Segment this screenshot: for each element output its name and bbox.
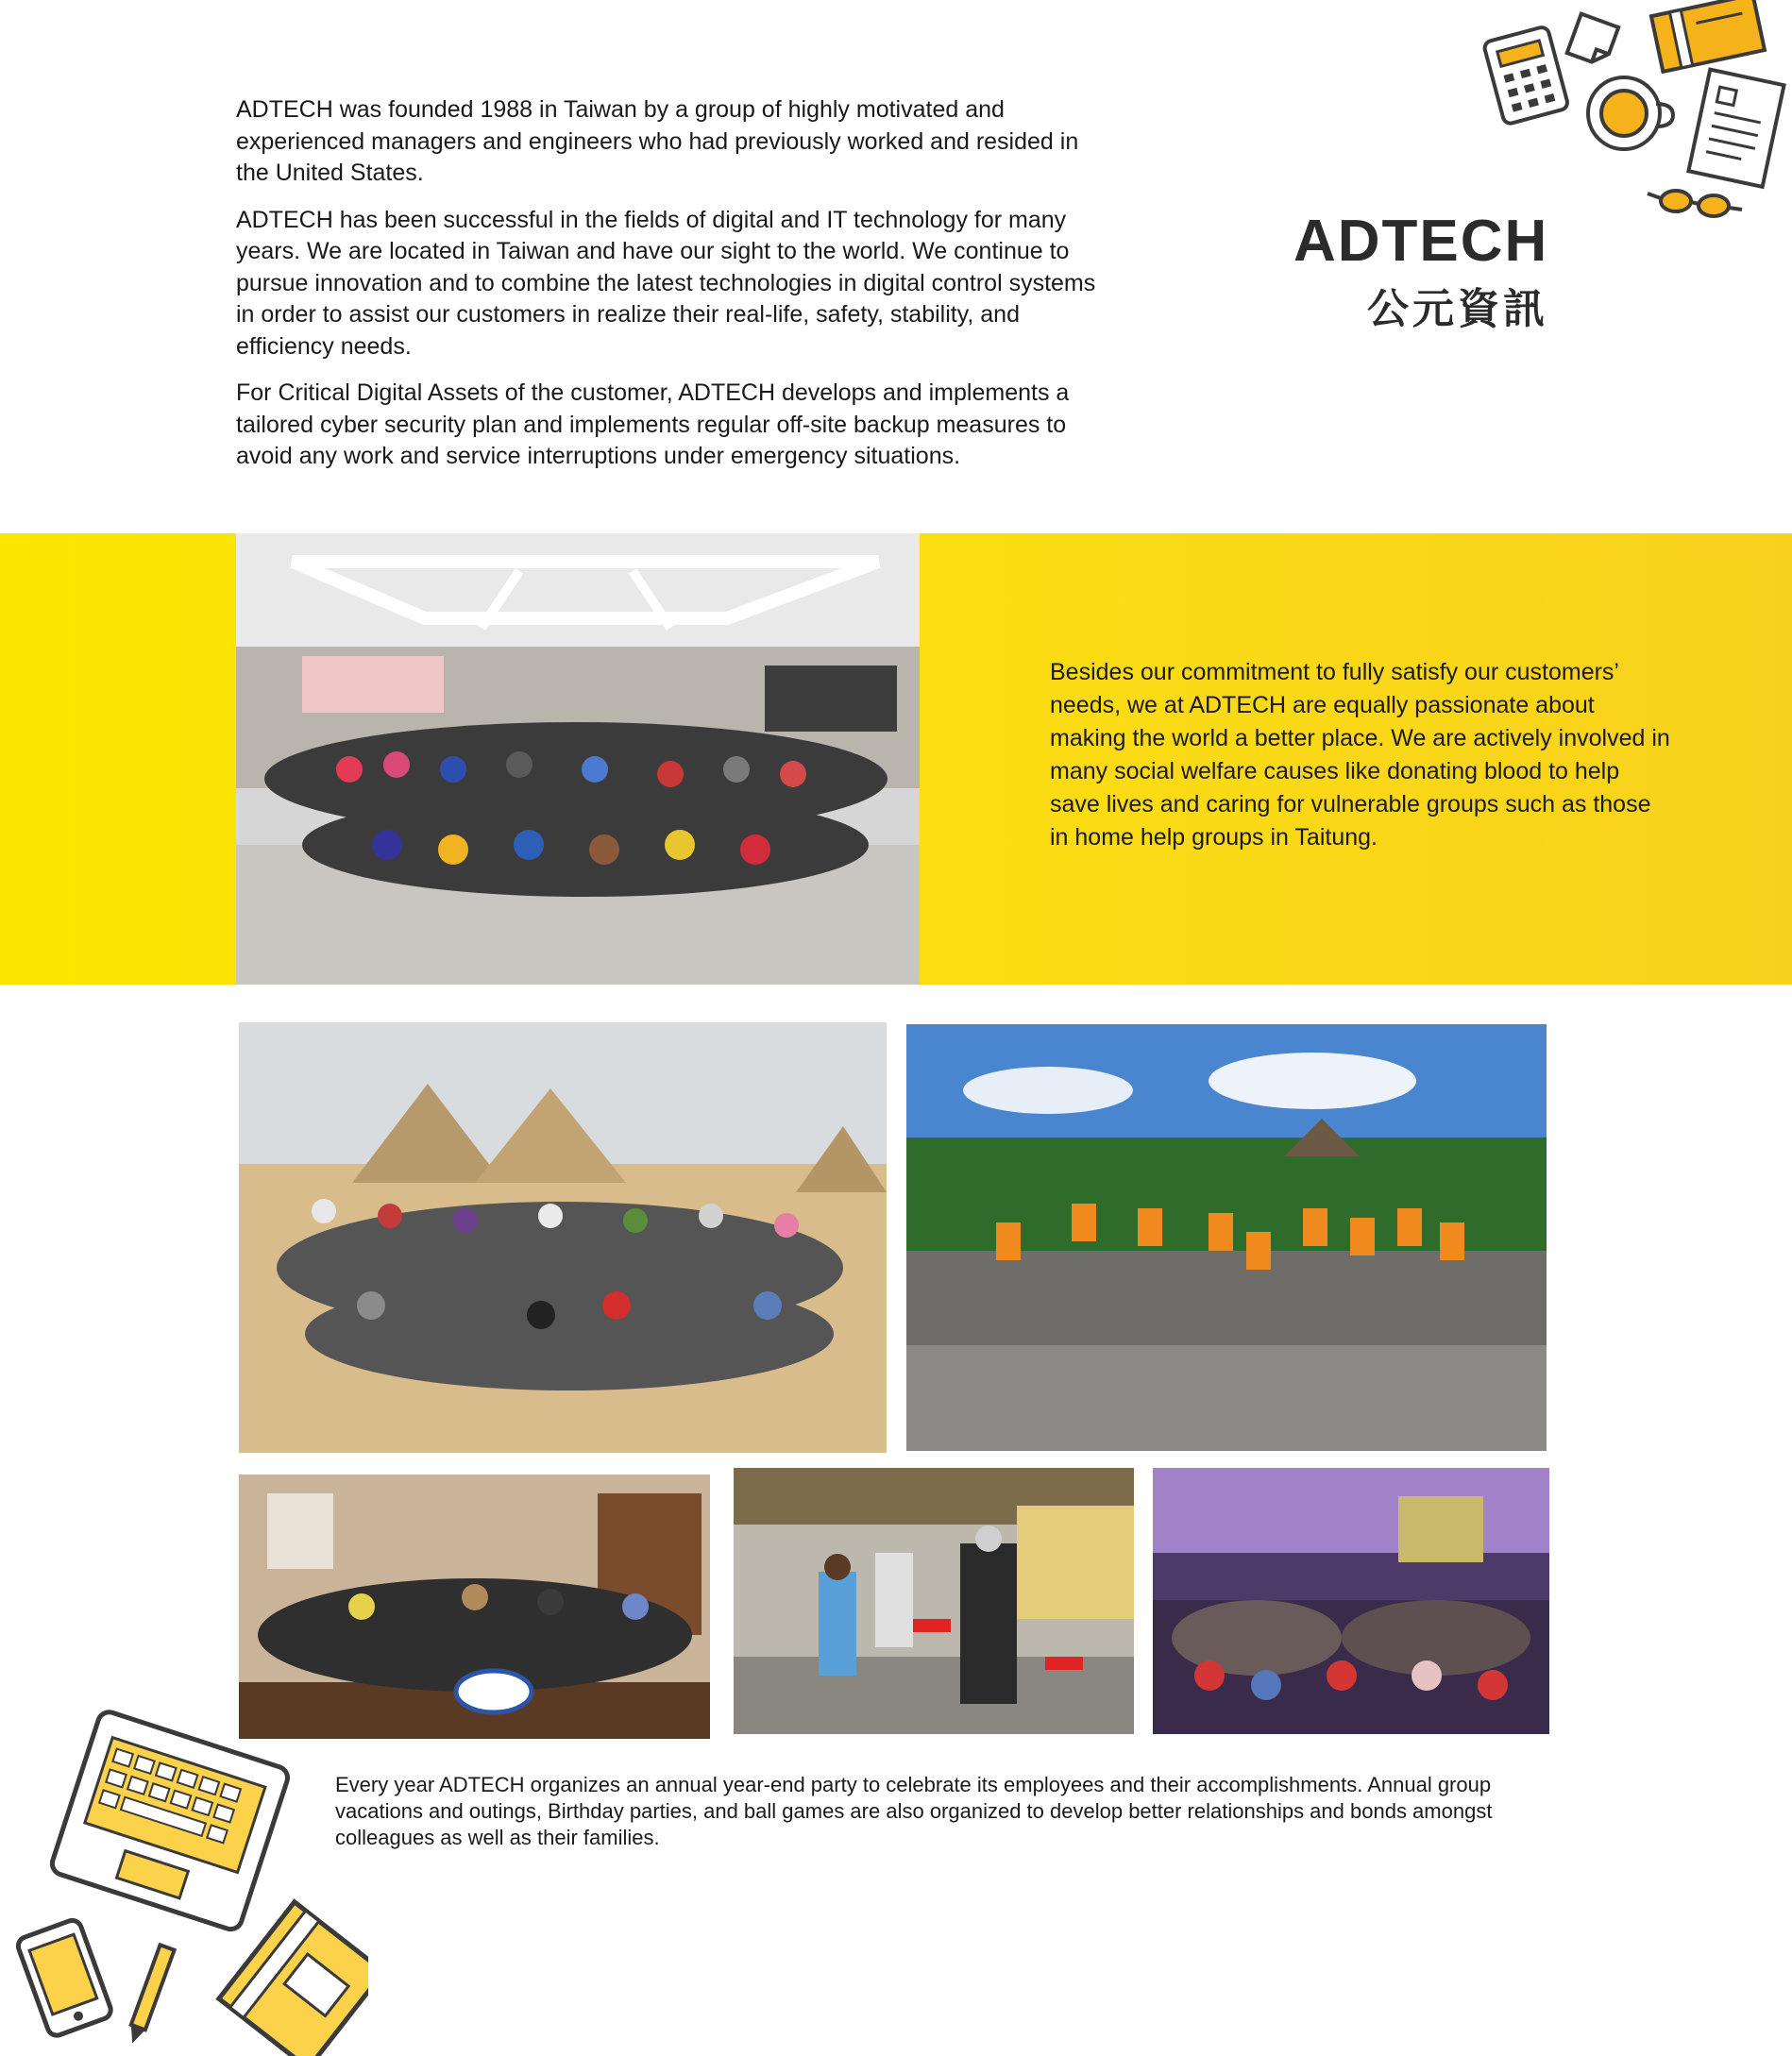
intro-paragraph-2: ADTECH has been successful in the fields of digital and IT technology for many years. We are located in Taiwan and have our sight to the world. We continue to pursue innovation and to combine the latest technologies in digital control systems in order to assist our customers in realize their real-life, safety, stability, and efficiency needs. — [236, 206, 1096, 360]
intro-paragraph-1: ADTECH was founded 1988 in Taiwan by a group of highly motivated and experienced managers and engineers who had previously worked and resided in the United States. — [236, 96, 1079, 186]
office-icons-bottom — [0, 1709, 368, 2056]
welfare-group-photo — [236, 533, 920, 985]
document-icon — [1688, 70, 1784, 187]
pen-icon — [126, 1945, 175, 2046]
activities-text: Every year ADTECH organizes an annual year-end party to celebrate its employees and their accomplishments. Annual group vacations and outings, Birthday parties, and ball games are also organized to develop better relationships and bonds amongst colleagues as well as their families. — [335, 1773, 1493, 1849]
intro-text — [236, 94, 1114, 488]
adtech-logo — [1293, 209, 1558, 335]
banquet-photo — [1153, 1468, 1549, 1734]
gift-giving-photo — [734, 1468, 1134, 1734]
logo-wordmark: ADTECH — [1293, 209, 1549, 274]
pyramids-group-photo — [239, 1022, 887, 1453]
welfare-text: Besides our commitment to fully satisfy our customers’ needs, we at ADTECH are equally passionate about making the world a better place. We are actively involved in many social welfare causes like donating blood to help save lives and caring for vulnerable groups such as those in home help groups in Taitung. — [1050, 659, 1670, 851]
sticky-note-icon — [1567, 14, 1619, 67]
office-icons-top — [1454, 0, 1792, 236]
calculator-icon — [1483, 25, 1569, 125]
laptop-icon — [49, 1710, 290, 1932]
glasses-icon — [1648, 191, 1742, 216]
logo-chinese: 公元資訊 — [1367, 285, 1548, 333]
coffee-cup-icon — [1588, 77, 1673, 149]
birthday-party-photo — [239, 1475, 710, 1739]
notebook-icon — [1651, 0, 1765, 72]
phone-icon — [16, 1918, 113, 2038]
beach-outing-photo — [906, 1024, 1547, 1451]
intro-paragraph-3: For Critical Digital Assets of the customer, ADTECH develops and implements a tailored cyber security plan and implements regular off-site backup measures to avoid any work and service interruptions under emergency situations. — [236, 379, 1070, 469]
